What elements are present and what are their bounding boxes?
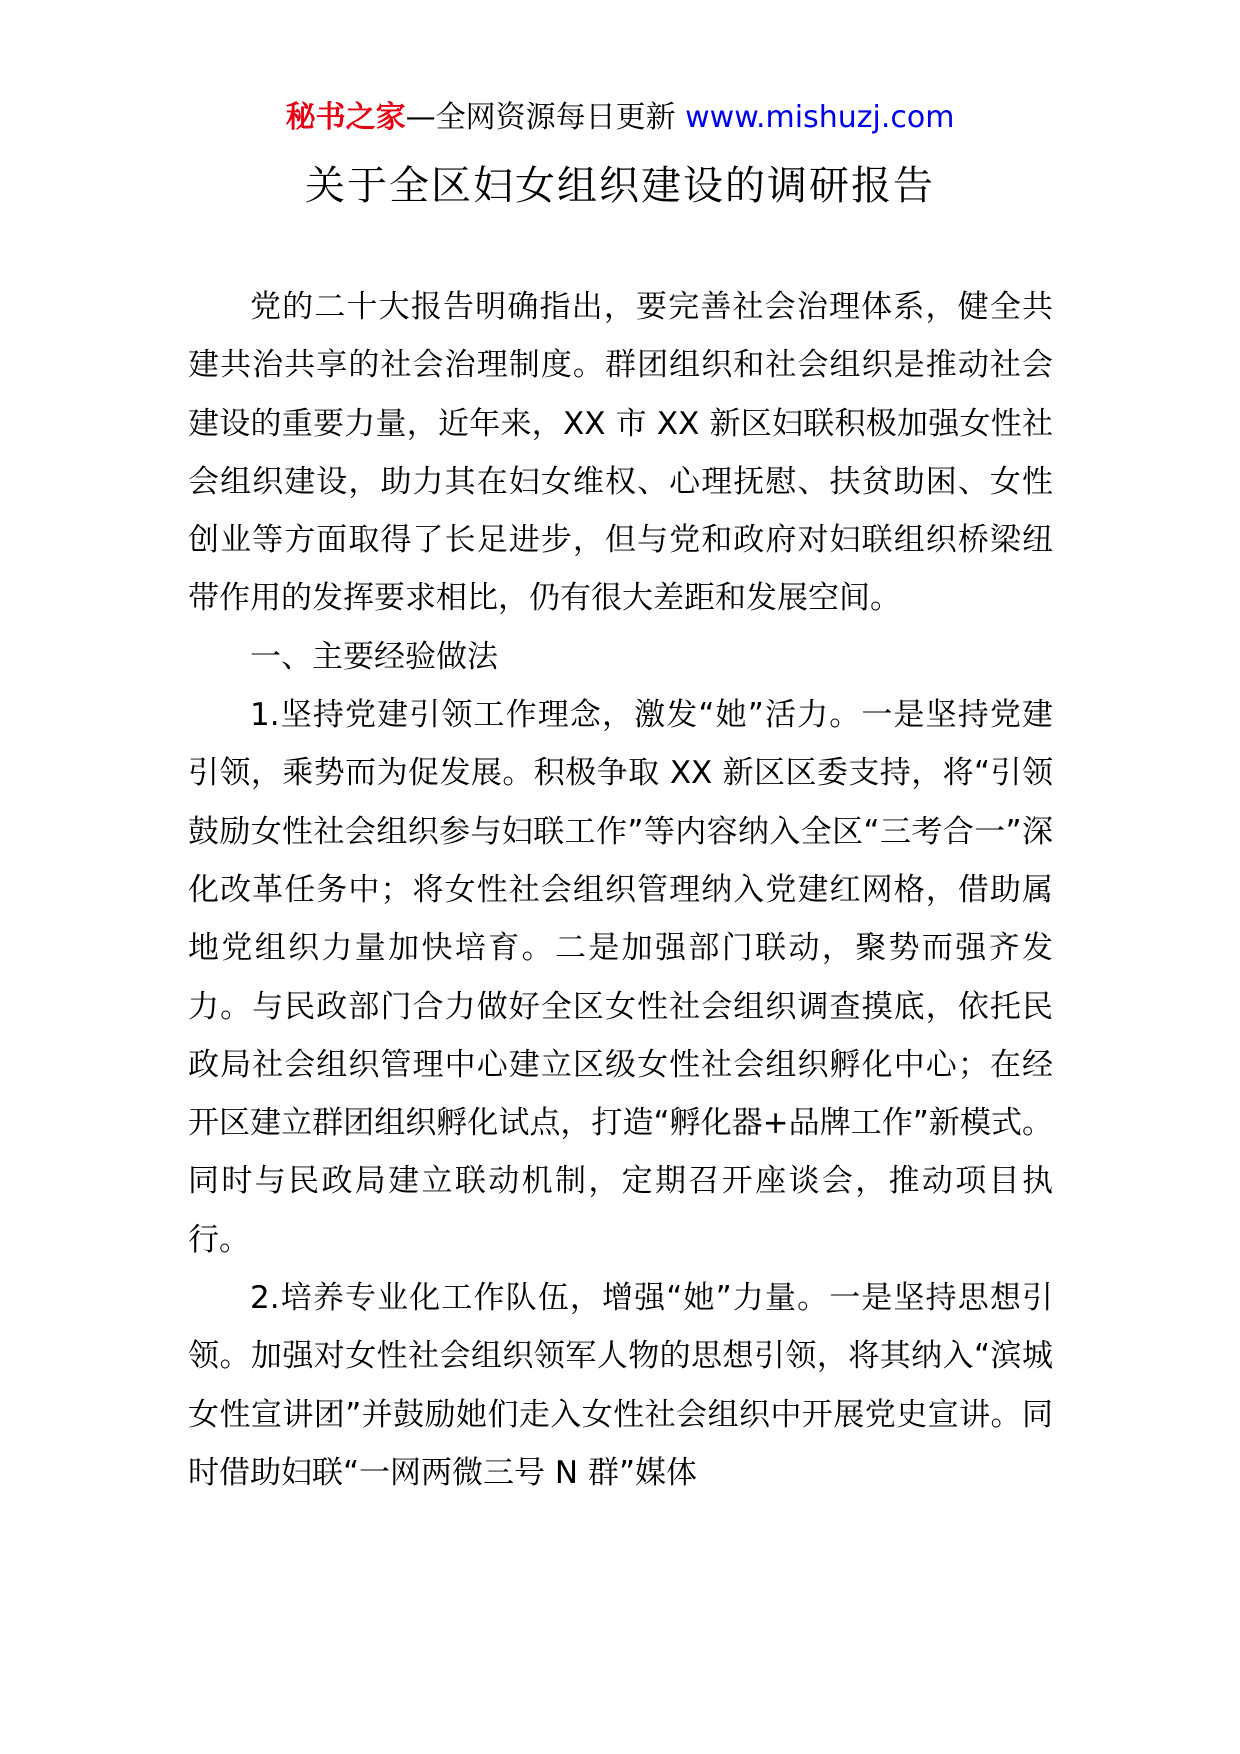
section-heading: 一、主要经验做法 [250,638,498,675]
body-paragraph: 1.坚持党建引领工作理念，激发“她”活力。一是坚持党建引领，乘势而为促发展。积极争取 XX 新区区委支持，将“引领鼓励女性社会组织参与妇联工作”等内容纳入全区“三考合一”深化改革任务中；将女性社会组织管理纳入党建红网格，借助属地党组织力量加快培育。二是加强部门联动，聚势而强齐发力。与民政部门合力做好全区女性社会组织调查摸底，依托民政局社会组织管理中心建立区级女性社会组织孵化中心；在经开区建立群团组织孵化试点，打造“孵化器+品牌工作”新模式。同时与民政局建立联动机制，定期召开座谈会，推动项目执行。 [188,697,1053,1258]
site-header [0,98,1240,138]
intro-paragraph: 党的二十大报告明确指出，要完善社会治理体系，健全共建共治共享的社会治理制度。群团组织和社会组织是推动社会建设的重要力量，近年来，XX 市 XX 新区妇联积极加强女性社会组织建设，助力其在妇女维权、心理抚慰、扶贫助困、女性创业等方面取得了长足进步，但与党和政府对妇联组织桥梁纽带作用的发挥要求相比，仍有很大差距和发展空间。 [188,289,1053,617]
site-tagline: —全网资源每日更新 [405,100,676,135]
site-brand: 秘书之家 [285,100,406,135]
document-title: 关于全区妇女组织建设的调研报告 [305,163,935,209]
body-paragraph: 2.培养专业化工作队伍，增强“她”力量。一是坚持思想引领。加强对女性社会组织领军人物的思想引领，将其纳入“滨城女性宣讲团”并鼓励她们走入女性社会组织中开展党史宣讲。同时借助妇联“一网两微三号 N 群”媒体 [188,1280,1053,1491]
document-body [188,278,1053,1502]
site-url-link[interactable]: www.mishuzj.com [685,100,955,135]
